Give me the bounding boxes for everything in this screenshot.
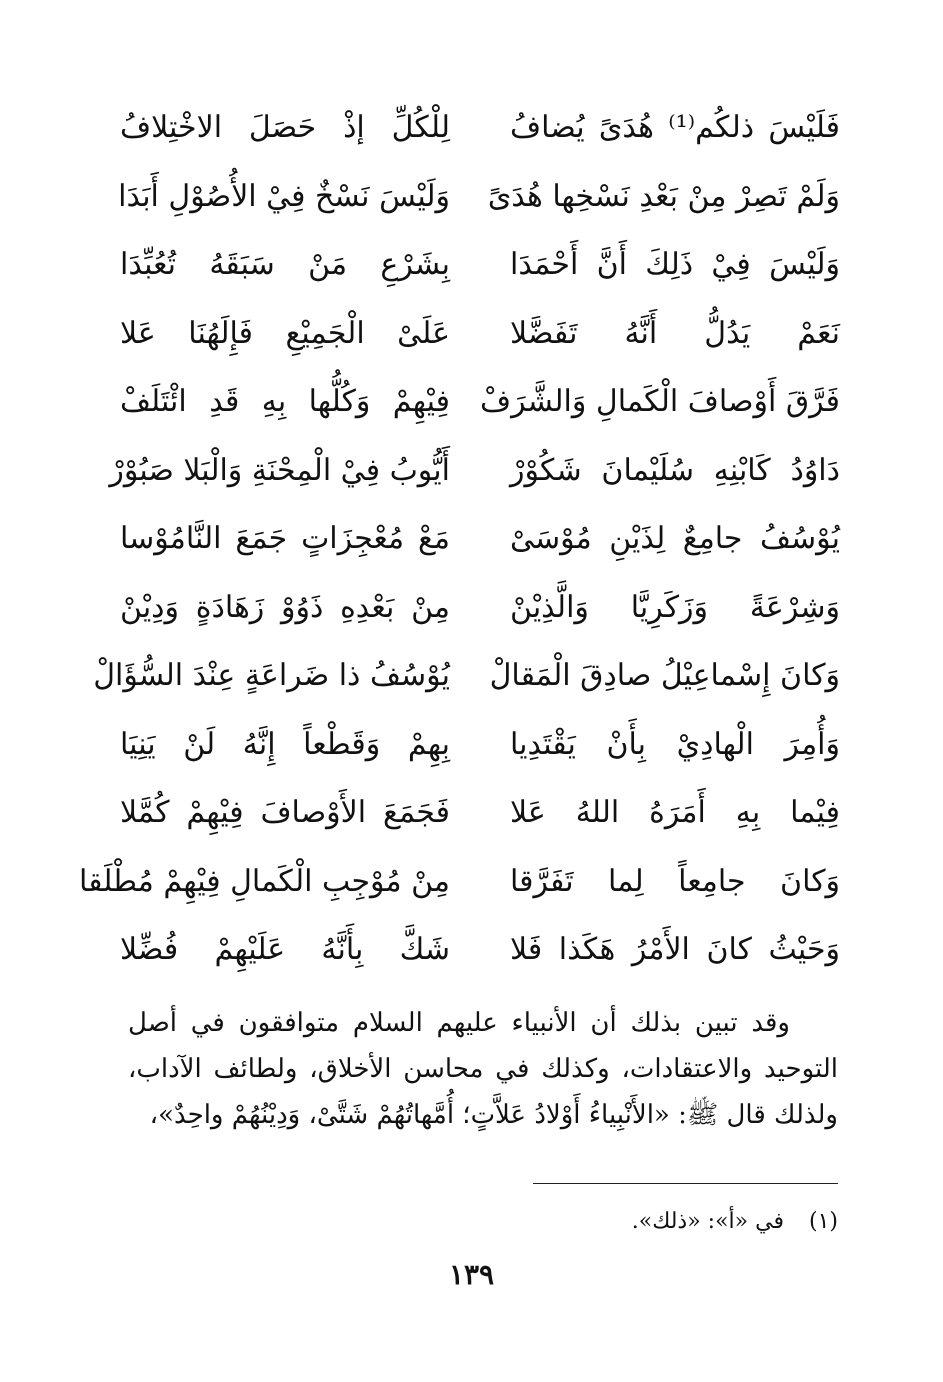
verse-right-hemistich: وَكانَ جامِعاً لِما تَفَرَّقا bbox=[510, 863, 840, 899]
verse-right-hemistich: وَلَيْسَ فِيْ ذَلِكَ أَنَّ أَحْمَدَا bbox=[510, 247, 840, 282]
verse-right-hemistich: فِيْما بِهِ أَمَرَهُ اللهُ عَلا bbox=[510, 795, 840, 830]
verse-left-hemistich: بِشَرْعِ مَنْ سَبَقَهُ تُعُبِّدَا bbox=[120, 247, 450, 282]
verse-left-hemistich: شَكَّ بِأَنَّهُ عَلَيْهِمْ فُضِّلا bbox=[120, 932, 450, 967]
verse-right-hemistich: دَاوُدُ كَابْنِهِ سُلَيْمانَ شَكُوْرْ bbox=[510, 452, 840, 488]
prose-text: وقد تبين بذلك أن الأنبياء عليهم السلام متوافقون في أصل التوحيد والاعتقادات، وكذلك في محاسن الأخلاق، ولطائف الآداب، ولذلك قال ﷺ: «الأَنْبِياءُ أَوْلادُ عَلاَّتٍ؛ أُمَّهاتُهُمْ شَتَّىْ، وَدِيْنُهُمْ واحِدٌ»، bbox=[128, 1008, 838, 1130]
verse-right-hemistich: فَرَّقَ أَوْصافَ الْكَمالِ وَالشَّرَفْ bbox=[479, 384, 840, 419]
verse-left-hemistich: فِيْهِمْ وَكُلُّها بِهِ قَدِ ائْتَلَفْ bbox=[120, 384, 450, 419]
verse-left-hemistich: بِهِمْ وَقَطْعاً إِنَّهُ لَنْ يَنِيَا bbox=[120, 726, 450, 762]
verse-right-hemistich: وَحَيْثُ كانَ الأَمْرُ هَكَذا فَلا bbox=[510, 932, 840, 967]
verse bbox=[120, 509, 840, 578]
page-number: ١٣٩ bbox=[448, 1258, 495, 1291]
verse-left-hemistich: مَعْ مُعْجِزَاتٍ جَمَعَ النَّامُوْسا bbox=[120, 521, 450, 556]
verse bbox=[120, 372, 840, 441]
footnote-text: في «أ»: «ذلك». bbox=[631, 1209, 784, 1234]
verse bbox=[120, 578, 840, 647]
verse-right-hemistich: وَلَمْ تَصِرْ مِنْ بَعْدِ نَسْخِها هُدَىً bbox=[487, 178, 840, 214]
verse-left-hemistich: فَجَمَعَ الأَوْصافَ فِيْهِمْ كُمَّلا bbox=[120, 795, 450, 830]
footnote bbox=[118, 1204, 838, 1240]
verse-left-hemistich: عَلَىْ الْجَمِيْعِ فَإِلَهُنَا عَلا bbox=[120, 315, 450, 351]
verse-right-hemistich: فَلَيْسَ ذلكُم⁽¹⁾ هُدَىً يُضافُ bbox=[510, 110, 840, 145]
footnote-number: (١) bbox=[808, 1209, 838, 1234]
verse bbox=[93, 646, 840, 715]
verse-right-hemistich: وَكانَ إِسْماعِيْلُ صادِقَ الْمَقالْ bbox=[489, 658, 840, 693]
prose-paragraph bbox=[128, 1000, 838, 1138]
verse bbox=[120, 715, 840, 784]
verse bbox=[78, 852, 840, 921]
verse-left-hemistich: مِنْ مُوْجِبِ الْكَمالِ فِيْهِمْ مُطْلَقا bbox=[78, 863, 450, 899]
verse bbox=[120, 920, 840, 989]
verse-right-hemistich: وَشِرْعَةً وَزَكَرِيَّا وَالَّذِيْنْ bbox=[510, 589, 840, 625]
poem bbox=[78, 98, 840, 989]
verse-left-hemistich: أَيُّوبُ فِيْ الْمِحْنَةِ وَالْبَلا صَبُوْرْ bbox=[109, 452, 450, 488]
verse-right-hemistich: نَعَمْ يَدُلُّ أَنَّهُ تَفَضَّلا bbox=[510, 315, 840, 351]
verse bbox=[120, 304, 840, 373]
verse bbox=[120, 783, 840, 852]
verse-left-hemistich: يُوْسُفُ ذا ضَراعَةٍ عِنْدَ السُّؤَالْ bbox=[93, 658, 450, 693]
verse-left-hemistich: مِنْ بَعْدِهِ ذَوُوْ زَهَادَةٍ وَدِيْنْ bbox=[120, 589, 450, 625]
verse-right-hemistich: وَأُمِرَ الْهادِيْ بِأَنْ يَقْتَدِيا bbox=[510, 726, 840, 762]
verse bbox=[120, 98, 840, 167]
verse bbox=[109, 441, 840, 510]
verse-left-hemistich: لِلْكُلِّ إذْ حَصَلَ الاخْتِلافُ bbox=[120, 110, 450, 145]
verse bbox=[120, 167, 840, 236]
verse bbox=[120, 235, 840, 304]
verse-right-hemistich: يُوْسُفُ جامِعٌ لِذَيْنِ مُوْسَىْ bbox=[510, 521, 840, 556]
verse-left-hemistich: وَلَيْسَ نَسْخٌ فِيْ الأُصُوْلِ أَبَدَا bbox=[118, 178, 450, 214]
footnote-divider bbox=[533, 1183, 838, 1184]
